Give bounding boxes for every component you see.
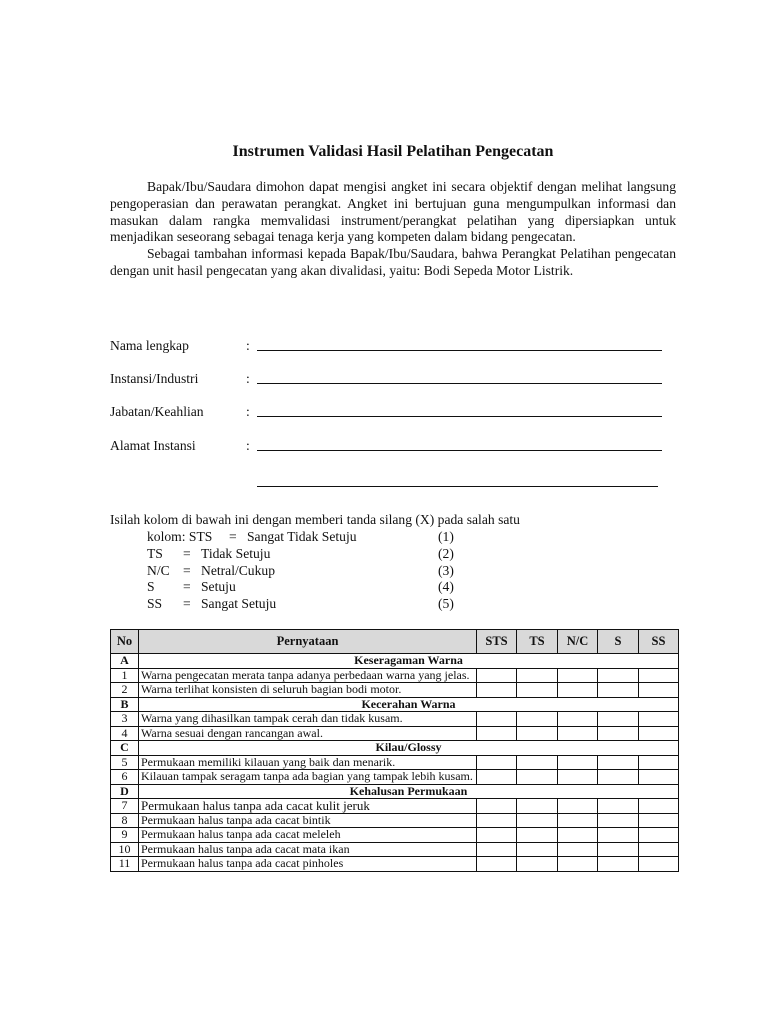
table-row xyxy=(111,828,679,843)
scale-num: (2) xyxy=(438,545,454,561)
rating-cell-ss[interactable] xyxy=(639,770,679,785)
rating-cell-ts[interactable] xyxy=(517,857,558,872)
scale-code: SS xyxy=(147,596,163,612)
rating-cell-s[interactable] xyxy=(598,828,639,843)
rating-cell-ss[interactable] xyxy=(639,755,679,770)
rating-cell-s[interactable] xyxy=(598,726,639,741)
rating-cell-s[interactable] xyxy=(598,799,639,814)
header-s: S xyxy=(598,630,639,654)
scale-num: (1) xyxy=(438,529,454,544)
rating-cell-s[interactable] xyxy=(598,857,639,872)
rating-cell-sts[interactable] xyxy=(477,755,517,770)
rating-cell-s[interactable] xyxy=(598,770,639,785)
header-sts: STS xyxy=(477,630,517,654)
row-statement: Permukaan halus tanpa ada cacat pinholes xyxy=(139,857,477,872)
address-extra-line[interactable] xyxy=(257,486,658,487)
field-label: Jabatan/Keahlian xyxy=(110,404,204,419)
row-no: 8 xyxy=(111,813,139,828)
scale-desc: Sangat Setuju xyxy=(201,596,277,612)
row-statement: Permukaan halus tanpa ada cacat kulit jeruk xyxy=(139,799,477,814)
scale-desc: Netral/Cukup xyxy=(201,562,275,578)
scale-code: kolom: STS xyxy=(147,529,213,544)
row-statement: Warna pengecatan merata tanpa adanya perbedaan warna yang jelas. xyxy=(139,668,477,683)
rating-cell-nc[interactable] xyxy=(558,813,598,828)
row-no: 5 xyxy=(111,755,139,770)
rating-cell-nc[interactable] xyxy=(558,726,598,741)
section-row xyxy=(111,654,679,669)
rating-cell-ts[interactable] xyxy=(517,726,558,741)
rating-cell-ss[interactable] xyxy=(639,799,679,814)
field-colon: : xyxy=(246,404,250,419)
field-colon: : xyxy=(246,371,250,386)
row-no: 2 xyxy=(111,683,139,698)
rating-cell-sts[interactable] xyxy=(477,842,517,857)
scale-eq: = xyxy=(183,562,191,578)
rating-cell-ss[interactable] xyxy=(639,668,679,683)
fill-line[interactable] xyxy=(257,383,662,384)
rating-cell-s[interactable] xyxy=(598,842,639,857)
table-row xyxy=(111,668,679,683)
rating-cell-s[interactable] xyxy=(598,755,639,770)
section-row xyxy=(111,784,679,799)
rating-cell-nc[interactable] xyxy=(558,668,598,683)
row-statement: Permukaan memiliki kilauan yang baik dan menarik. xyxy=(139,755,477,770)
section-no: C xyxy=(111,741,139,756)
rating-cell-s[interactable] xyxy=(598,712,639,727)
rating-cell-ts[interactable] xyxy=(517,755,558,770)
rating-cell-sts[interactable] xyxy=(477,712,517,727)
intro-paragraph-1: Bapak/Ibu/Saudara dimohon dapat mengisi angket ini secara objektif dengan melihat langsung pengoperasian dan perawatan perangkat. Angket ini bertujuan guna mengumpulkan informasi dan masukan dalam rangka memvalidasi instrument/perangkat pelatihan yang dipersiapkan untuk menjadikan seseorang sebagai tenaga kerja yang kompeten dalam bidang pengecatan. xyxy=(110,179,676,245)
rating-cell-nc[interactable] xyxy=(558,799,598,814)
rating-cell-sts[interactable] xyxy=(477,770,517,785)
header-statement: Pernyataan xyxy=(139,630,477,654)
section-no: A xyxy=(111,654,139,669)
table-row xyxy=(111,770,679,785)
row-statement: Permukaan halus tanpa ada cacat bintik xyxy=(139,813,477,828)
row-statement: Permukaan halus tanpa ada cacat mata ikan xyxy=(139,842,477,857)
rating-cell-sts[interactable] xyxy=(477,857,517,872)
scale-eq: = xyxy=(183,596,191,612)
row-no: 1 xyxy=(111,668,139,683)
row-no: 9 xyxy=(111,828,139,843)
rating-cell-nc[interactable] xyxy=(558,712,598,727)
section-title: Keseragaman Warna xyxy=(139,654,679,669)
rating-cell-ss[interactable] xyxy=(639,726,679,741)
document-title: Instrumen Validasi Hasil Pelatihan Pengecatan xyxy=(232,143,554,160)
section-title: Kehalusan Permukaan xyxy=(139,784,679,799)
table-row xyxy=(111,842,679,857)
field-label: Instansi/Industri xyxy=(110,371,199,386)
rating-cell-sts[interactable] xyxy=(477,813,517,828)
rating-cell-ts[interactable] xyxy=(517,683,558,698)
scale-eq: = xyxy=(183,579,191,595)
row-no: 4 xyxy=(111,726,139,741)
scale-code: N/C xyxy=(147,562,170,578)
row-statement: Warna terlihat konsisten di seluruh bagian bodi motor. xyxy=(139,683,477,698)
field-label: Nama lengkap xyxy=(110,338,189,353)
header-no: No xyxy=(111,630,139,654)
row-no: 10 xyxy=(111,842,139,857)
scale-num: (4) xyxy=(438,579,454,595)
header-ts: TS xyxy=(517,630,558,654)
fill-line[interactable] xyxy=(257,450,662,451)
rating-cell-sts[interactable] xyxy=(477,668,517,683)
rating-cell-sts[interactable] xyxy=(477,828,517,843)
header-ss: SS xyxy=(639,630,679,654)
rating-cell-ss[interactable] xyxy=(639,683,679,698)
rating-cell-nc[interactable] xyxy=(558,683,598,698)
rating-cell-sts[interactable] xyxy=(477,799,517,814)
rating-cell-ts[interactable] xyxy=(517,828,558,843)
rating-cell-ts[interactable] xyxy=(517,799,558,814)
table-row xyxy=(111,683,679,698)
intro-text xyxy=(110,179,676,280)
scale-desc: Setuju xyxy=(201,579,236,595)
rating-cell-s[interactable] xyxy=(598,683,639,698)
row-no: 3 xyxy=(111,712,139,727)
rating-cell-nc[interactable] xyxy=(558,857,598,872)
table-header-row xyxy=(111,630,679,654)
field-colon: : xyxy=(246,338,250,353)
table-row xyxy=(111,712,679,727)
row-no: 6 xyxy=(111,770,139,785)
rating-cell-sts[interactable] xyxy=(477,683,517,698)
rating-cell-ts[interactable] xyxy=(517,770,558,785)
rating-cell-ts[interactable] xyxy=(517,668,558,683)
fill-line[interactable] xyxy=(257,416,662,417)
fill-line[interactable] xyxy=(257,350,662,351)
scale-eq: = xyxy=(229,529,237,544)
rating-cell-ss[interactable] xyxy=(639,813,679,828)
rating-cell-nc[interactable] xyxy=(558,842,598,857)
section-title: Kecerahan Warna xyxy=(139,697,679,712)
section-title: Kilau/Glossy xyxy=(139,741,679,756)
instruction-text: Isilah kolom di bawah ini dengan memberi tanda silang (X) pada salah satu xyxy=(110,512,520,527)
rating-cell-nc[interactable] xyxy=(558,755,598,770)
table-row xyxy=(111,726,679,741)
table-row xyxy=(111,813,679,828)
scale-desc: Tidak Setuju xyxy=(201,545,271,561)
row-no: 7 xyxy=(111,799,139,814)
table-row xyxy=(111,857,679,872)
header-nc: N/C xyxy=(558,630,598,654)
scale-num: (3) xyxy=(438,562,454,578)
row-statement: Warna yang dihasilkan tampak cerah dan tidak kusam. xyxy=(139,712,477,727)
scale-desc: Sangat Tidak Setuju xyxy=(247,529,357,544)
row-statement: Warna sesuai dengan rancangan awal. xyxy=(139,726,477,741)
table-row xyxy=(111,755,679,770)
scale-code: TS xyxy=(147,545,163,561)
section-no: D xyxy=(111,784,139,799)
validation-table xyxy=(110,629,679,872)
row-no: 11 xyxy=(111,857,139,872)
scale-num: (5) xyxy=(438,596,454,612)
rating-cell-ts[interactable] xyxy=(517,712,558,727)
rating-cell-ss[interactable] xyxy=(639,712,679,727)
rating-cell-sts[interactable] xyxy=(477,726,517,741)
scale-code: S xyxy=(147,579,155,595)
field-label: Alamat Instansi xyxy=(110,438,196,453)
rating-cell-ss[interactable] xyxy=(639,828,679,843)
field-colon: : xyxy=(246,438,250,453)
rating-cell-ss[interactable] xyxy=(639,842,679,857)
rating-cell-s[interactable] xyxy=(598,668,639,683)
section-row xyxy=(111,697,679,712)
table-row xyxy=(111,799,679,814)
section-no: B xyxy=(111,697,139,712)
rating-cell-nc[interactable] xyxy=(558,828,598,843)
row-statement: Kilauan tampak seragam tanpa ada bagian yang tampak lebih kusam. xyxy=(139,770,477,785)
row-statement: Permukaan halus tanpa ada cacat meleleh xyxy=(139,828,477,843)
rating-cell-ss[interactable] xyxy=(639,857,679,872)
rating-cell-nc[interactable] xyxy=(558,770,598,785)
section-row xyxy=(111,741,679,756)
intro-paragraph-2: Sebagai tambahan informasi kepada Bapak/Ibu/Saudara, bahwa Perangkat Pelatihan pengecatan dengan unit hasil pengecatan yang akan divalidasi, yaitu: Bodi Sepeda Motor Listrik. xyxy=(110,246,676,278)
rating-cell-s[interactable] xyxy=(598,813,639,828)
rating-cell-ts[interactable] xyxy=(517,813,558,828)
scale-eq: = xyxy=(183,545,191,561)
rating-cell-ts[interactable] xyxy=(517,842,558,857)
